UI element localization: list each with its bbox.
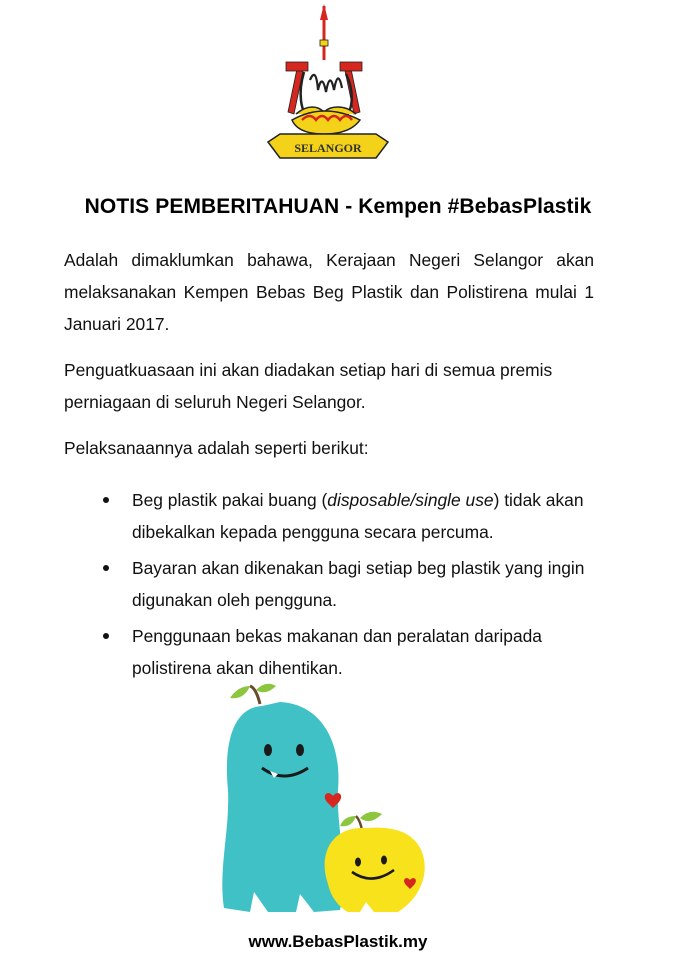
list-item: Penggunaan bekas makanan dan peralatan daripada polistirena akan dihentikan. — [132, 620, 594, 684]
paragraph-announcement: Adalah dimaklumkan bahawa, Kerajaan Negeri Selangor akan melaksanakan Kempen Bebas Beg Plastik dan Polistirena mulai 1 Januari 2017. — [64, 250, 594, 334]
list-item: Bayaran akan dikenakan bagi setiap beg plastik yang ingin digunakan oleh pengguna. — [132, 552, 594, 616]
list-item: Beg plastik pakai buang (disposable/single use) tidak akan dibekalkan kepada pengguna secara percuma. — [132, 484, 594, 548]
bullet-icon — [103, 497, 109, 503]
notice-title: NOTIS PEMBERITAHUAN - Kempen #BebasPlastik — [84, 195, 592, 218]
implementation-list — [64, 484, 594, 684]
italic-term: disposable/single use — [327, 490, 494, 510]
bullet-icon — [103, 633, 109, 639]
paragraph-enforcement: Penguatkuasaan ini akan diadakan setiap hari di semua premis perniagaan di seluruh Negeri Selangor. — [64, 360, 553, 412]
mascots-illustration — [210, 680, 460, 920]
paragraph-implementation-intro: Pelaksanaannya adalah seperti berikut: — [64, 438, 369, 458]
selangor-crest-logo — [258, 2, 398, 172]
website-link[interactable]: www.BebasPlastik.my — [248, 932, 428, 951]
notice-body — [64, 244, 594, 688]
crest-banner-text: SELANGOR — [294, 141, 362, 155]
yellow-monster-icon — [325, 812, 425, 912]
teal-monster-icon — [222, 684, 343, 912]
bullet-icon — [103, 565, 109, 571]
